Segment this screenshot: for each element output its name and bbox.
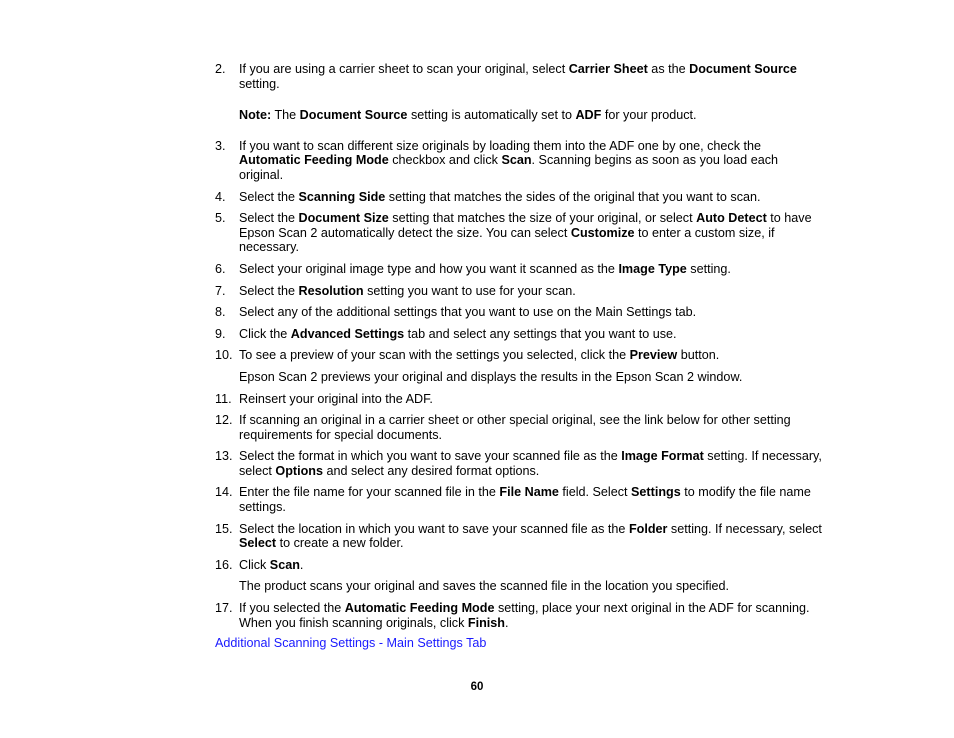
text: Enter the file name for your scanned file in the [239, 485, 500, 500]
text: Click the [239, 326, 291, 341]
step-text [239, 558, 825, 573]
step-text: Select any of the additional settings that you want to use on the Main Settings tab. [239, 305, 697, 320]
text: for your product. [601, 108, 697, 123]
step-followup: Epson Scan 2 previews your original and displays the results in the Epson Scan 2 window. [239, 369, 743, 384]
step-text [239, 601, 825, 630]
step-6 [215, 262, 825, 277]
text: setting is automatically set to [407, 108, 576, 123]
text: field. Select [558, 485, 632, 500]
text: setting that matches the sides of the original that you want to scan. [385, 189, 761, 204]
step-text [239, 284, 825, 299]
step-text [239, 62, 825, 91]
text: to have Epson Scan 2 automatically detect the size. You can select [239, 211, 812, 240]
step-text: If scanning an original in a carrier sheet or other special original, see the link below for other setting requirements for special documents. [239, 413, 791, 442]
step-text [239, 262, 825, 277]
text: setting, place your next original in the ADF for scanning. When you finish scanning originals, click [239, 601, 810, 630]
bold-term: Scan [269, 557, 300, 572]
text: as the [647, 62, 690, 76]
note [215, 108, 825, 123]
text: to create a new folder. [276, 536, 404, 551]
step-2 [215, 62, 825, 91]
bold-term: Image Type [618, 261, 687, 276]
bold-term: Preview [629, 348, 678, 363]
bold-term: Customize [570, 225, 635, 240]
bold-term: Resolution [298, 283, 364, 298]
bold-term: ADF [575, 108, 602, 123]
bold-term: Folder [628, 521, 668, 536]
bold-term: Carrier Sheet [568, 62, 648, 76]
step-number: 8. [215, 305, 226, 320]
text: to enter a custom size, if necessary. [239, 225, 775, 255]
text: Select the location in which you want to save your scanned file as the [239, 521, 629, 536]
step-number: 11. [215, 391, 232, 406]
text: Select the [239, 211, 299, 226]
page-number: 60 [470, 681, 484, 693]
step-7 [215, 284, 825, 299]
step-number: 12. [215, 413, 233, 428]
step-followup: The product scans your original and saves the scanned file in the location you specified. [239, 579, 730, 594]
step-13 [215, 449, 825, 478]
step-number: 7. [215, 283, 226, 298]
text: setting that matches the size of your original, or select [388, 211, 697, 226]
step-text [239, 348, 825, 363]
note-text [239, 108, 825, 123]
text: If you selected the [239, 601, 345, 616]
step-3 [215, 139, 825, 183]
text: and select any desired format options. [322, 463, 540, 478]
text: If you are using a carrier sheet to scan your original, select [239, 62, 569, 76]
text: Click [239, 557, 270, 572]
text: checkbox and click [388, 153, 502, 168]
text: setting. If necessary, select [667, 521, 822, 536]
bold-term: Automatic Feeding Mode [239, 153, 389, 168]
step-number: 17. [215, 601, 233, 616]
step-number: 5. [215, 211, 226, 226]
text: setting. If necessary, select [239, 449, 822, 478]
bold-term: Automatic Feeding Mode [344, 601, 495, 616]
text: button. [677, 348, 720, 363]
bold-term: Document Source [689, 62, 797, 76]
step-number: 9. [215, 326, 226, 341]
step-text [239, 211, 825, 255]
step-16 [215, 558, 825, 594]
text: setting you want to use for your scan. [363, 283, 576, 298]
text: If you want to scan different size originals by loading them into the ADF one by one, check the [239, 138, 762, 153]
step-number: 3. [215, 138, 226, 153]
step-number: 4. [215, 189, 226, 204]
step-8 [215, 305, 825, 320]
text: Select the [239, 283, 299, 298]
bold-term: Document Size [298, 211, 389, 226]
step-text [239, 449, 825, 478]
bold-term: Settings [631, 485, 681, 500]
step-text [239, 139, 825, 183]
text: . [299, 557, 304, 572]
instructions-content [215, 62, 825, 651]
step-number: 16. [215, 557, 233, 572]
step-14 [215, 485, 825, 514]
step-text [239, 485, 825, 514]
bold-term: Finish [467, 615, 505, 630]
text: setting. [239, 76, 280, 91]
text: . [505, 615, 509, 630]
related-topic-link[interactable]: Additional Scanning Settings - Main Settings Tab [215, 636, 487, 651]
step-number: 14. [215, 485, 233, 500]
bold-term: Options [275, 463, 323, 478]
text: Select the format in which you want to save your scanned file as the [239, 449, 622, 464]
step-number: 13. [215, 449, 233, 464]
text: to modify the file name settings. [239, 485, 811, 515]
step-text [239, 327, 825, 342]
text: setting. [686, 261, 731, 276]
text: The [271, 108, 300, 123]
text: Select the [239, 189, 299, 204]
step-15 [215, 522, 825, 551]
text: Select your original image type and how you want it scanned as the [239, 261, 619, 276]
step-12 [215, 413, 825, 442]
step-number: 6. [215, 261, 226, 276]
text: tab and select any settings that you want to use. [404, 326, 677, 341]
related-link-container [215, 636, 825, 651]
bold-term: Document Source [299, 108, 408, 123]
step-9 [215, 327, 825, 342]
bold-term: Advanced Settings [290, 326, 405, 341]
step-text [239, 522, 825, 551]
step-4 [215, 190, 825, 205]
text: To see a preview of your scan with the settings you selected, click the [239, 348, 630, 363]
step-text: Reinsert your original into the ADF. [239, 391, 433, 406]
bold-term: Image Format [621, 449, 704, 464]
note-label: Note: [239, 108, 272, 123]
bold-term: Scan [501, 153, 532, 168]
step-number: 2. [215, 62, 226, 76]
step-5 [215, 211, 825, 255]
step-10 [215, 348, 825, 384]
text: . Scanning begins as soon as you load each original. [239, 153, 778, 182]
bold-term: File Name [499, 485, 559, 500]
bold-term: Select [239, 536, 277, 551]
step-text [239, 190, 825, 205]
step-17 [215, 601, 825, 630]
step-number: 15. [215, 521, 233, 536]
bold-term: Auto Detect [696, 211, 767, 226]
step-11 [215, 392, 825, 407]
step-number: 10. [215, 348, 233, 363]
bold-term: Scanning Side [298, 189, 386, 204]
